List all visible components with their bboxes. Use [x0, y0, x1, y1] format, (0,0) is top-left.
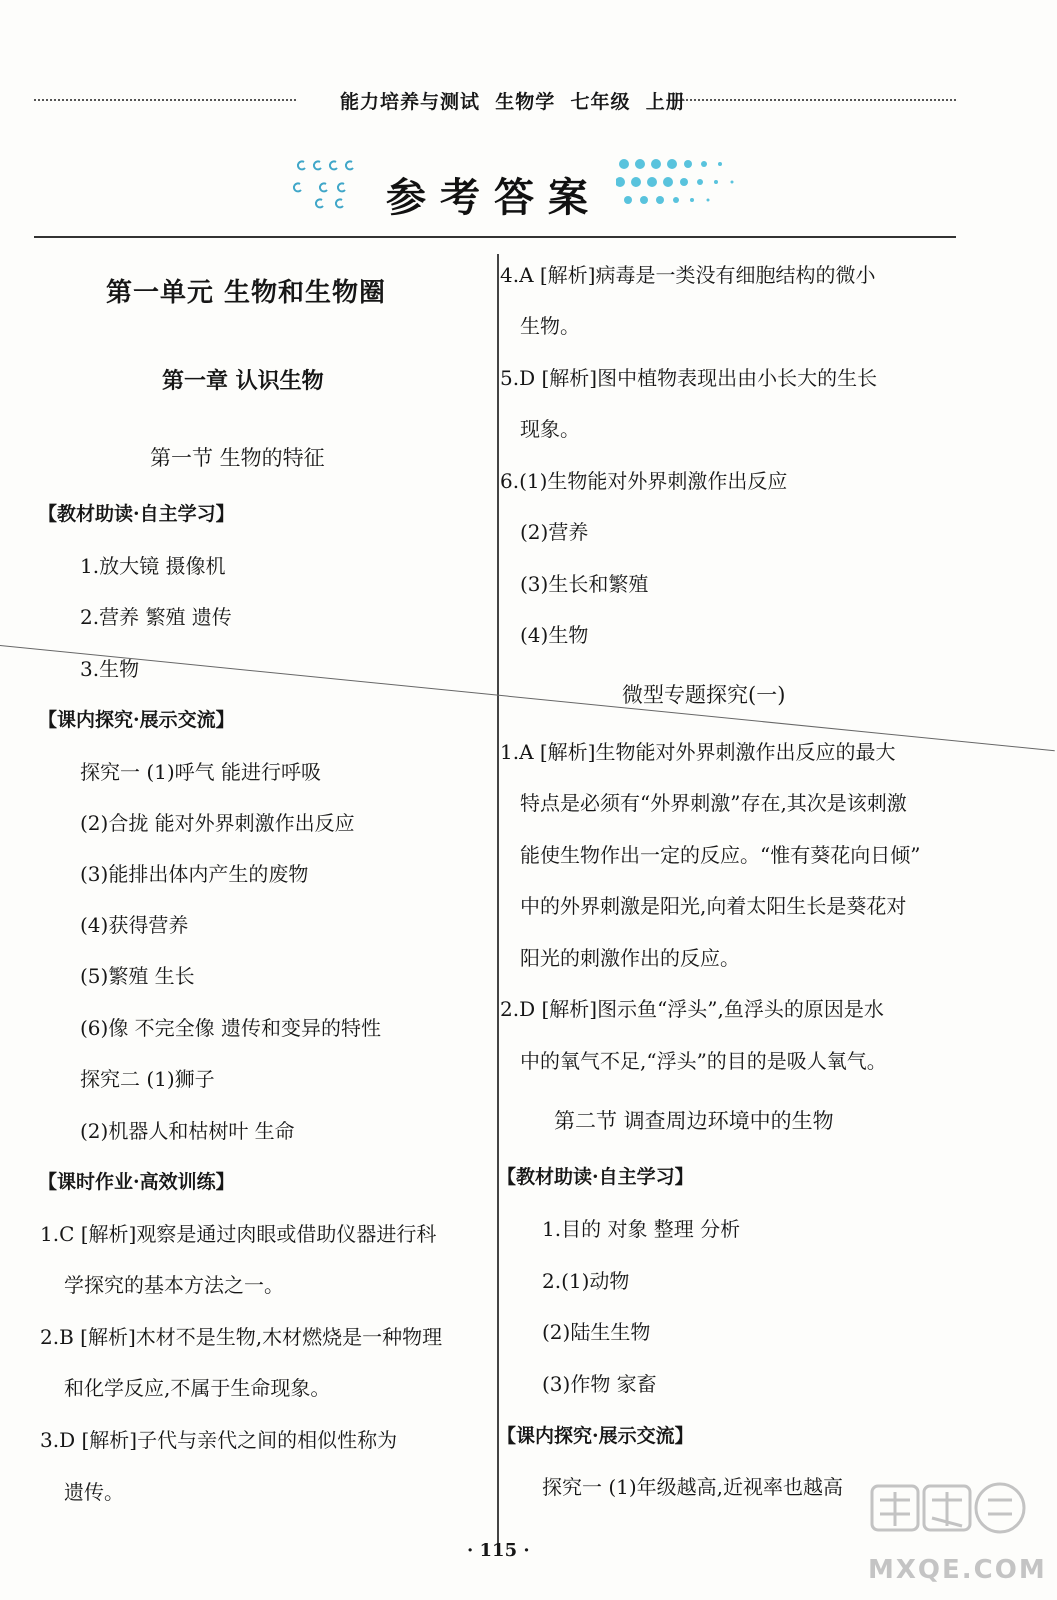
- answer-line: 1.C [解析]观察是通过肉眼或借助仪器进行科: [40, 1222, 437, 1246]
- answer-line: (2)营养: [520, 520, 589, 544]
- svg-text:MXQE.COM: MXQE.COM: [868, 1555, 1047, 1585]
- answer-line: 3.生物: [80, 657, 140, 681]
- answer-line: 1.目的 对象 整理 分析: [542, 1217, 741, 1241]
- topic-heading: 微型专题探究(一): [622, 683, 786, 707]
- header-text: 能力培养与测试 生物学 七年级 上册: [340, 91, 686, 113]
- running-header: [34, 87, 956, 111]
- answer-line: (2)合拢 能对外界刺激作出反应: [80, 811, 355, 835]
- watermark-logo-icon: [860, 1478, 1050, 1596]
- scan-artifact-line: [0, 645, 1055, 751]
- answer-line: (3)生长和繁殖: [520, 572, 649, 596]
- unit-heading: 第一单元 生物和生物圈: [106, 278, 387, 308]
- header-dots-left: [34, 99, 296, 101]
- section-tag: 【教材助读·自主学习】: [497, 1166, 694, 1188]
- answer-line: 探究一 (1)年级越高,近视率也越高: [542, 1475, 844, 1499]
- title-banner: [286, 150, 756, 220]
- answer-line: 特点是必须有“外界刺激”存在,其次是该刺激: [520, 791, 907, 815]
- answer-line: (6)像 不完全像 遗传和变异的特性: [80, 1016, 382, 1040]
- answer-line: 生物。: [520, 314, 580, 338]
- answer-line: (4)获得营养: [80, 913, 189, 937]
- answer-line: (4)生物: [520, 623, 589, 647]
- answer-line: 和化学反应,不属于生命现象。: [64, 1376, 331, 1400]
- answer-line: 2.营养 繁殖 遗传: [80, 605, 232, 629]
- section-tag: 【课时作业·高效训练】: [38, 1171, 235, 1193]
- chapter-heading: 第一章 认识生物: [162, 368, 324, 394]
- answer-line: 1.放大镜 摄像机: [80, 554, 226, 578]
- page-title: 参考答案: [386, 174, 602, 221]
- section-heading: 第二节 调查周边环境中的生物: [554, 1109, 834, 1133]
- section-tag: 【教材助读·自主学习】: [38, 503, 235, 525]
- answer-line: 能使生物作出一定的反应。“惟有葵花向日倾”: [520, 843, 921, 867]
- section-heading: 第一节 生物的特征: [150, 446, 325, 470]
- answer-line: 2.(1)动物: [542, 1269, 630, 1293]
- answer-line: 2.D [解析]图示鱼“浮头”,鱼浮头的原因是水: [500, 997, 884, 1021]
- answer-line: (3)能排出体内产生的废物: [80, 862, 309, 886]
- answer-line: (2)机器人和枯树叶 生命: [80, 1119, 295, 1143]
- answer-line: 5.D [解析]图中植物表现出由小长大的生长: [500, 366, 878, 390]
- answer-line: (3)作物 家畜: [542, 1372, 657, 1396]
- answer-line: 6.(1)生物能对外界刺激作出反应: [500, 469, 788, 493]
- section-tag: 【课内探究·展示交流】: [38, 709, 235, 731]
- answer-line: 学探究的基本方法之一。: [64, 1273, 284, 1297]
- answer-line: 2.B [解析]木材不是生物,木材燃烧是一种物理: [40, 1325, 443, 1349]
- section-tag: 【课内探究·展示交流】: [497, 1425, 694, 1447]
- answer-line: 探究二 (1)狮子: [80, 1067, 215, 1091]
- watermark-logo: [860, 1478, 1050, 1596]
- header-dots-right: [682, 99, 956, 101]
- answer-line: 现象。: [520, 417, 580, 441]
- answer-line: 阳光的刺激作出的反应。: [520, 946, 740, 970]
- answer-line: 中的外界刺激是阳光,向着太阳生长是葵花对: [520, 894, 907, 918]
- answer-line: 遗传。: [64, 1480, 124, 1504]
- answer-line: 中的氧气不足,“浮头”的目的是吸人氧气。: [520, 1049, 887, 1073]
- answer-line: (5)繁殖 生长: [80, 964, 195, 988]
- title-rule: [34, 236, 956, 238]
- answer-line: 1.A [解析]生物能对外界刺激作出反应的最大: [500, 740, 896, 764]
- column-divider: [497, 254, 499, 1544]
- answer-line: 4.A [解析]病毒是一类没有细胞结构的微小: [500, 263, 876, 287]
- bubble-decoration-right-icon: [616, 156, 746, 216]
- answer-line: 探究一 (1)呼气 能进行呼吸: [80, 760, 322, 784]
- answer-line: (2)陆生生物: [542, 1320, 651, 1344]
- page-number: · 115 ·: [467, 1540, 530, 1561]
- answer-line: 3.D [解析]子代与亲代之间的相似性称为: [40, 1428, 398, 1452]
- bubble-decoration-left-icon: [286, 156, 376, 216]
